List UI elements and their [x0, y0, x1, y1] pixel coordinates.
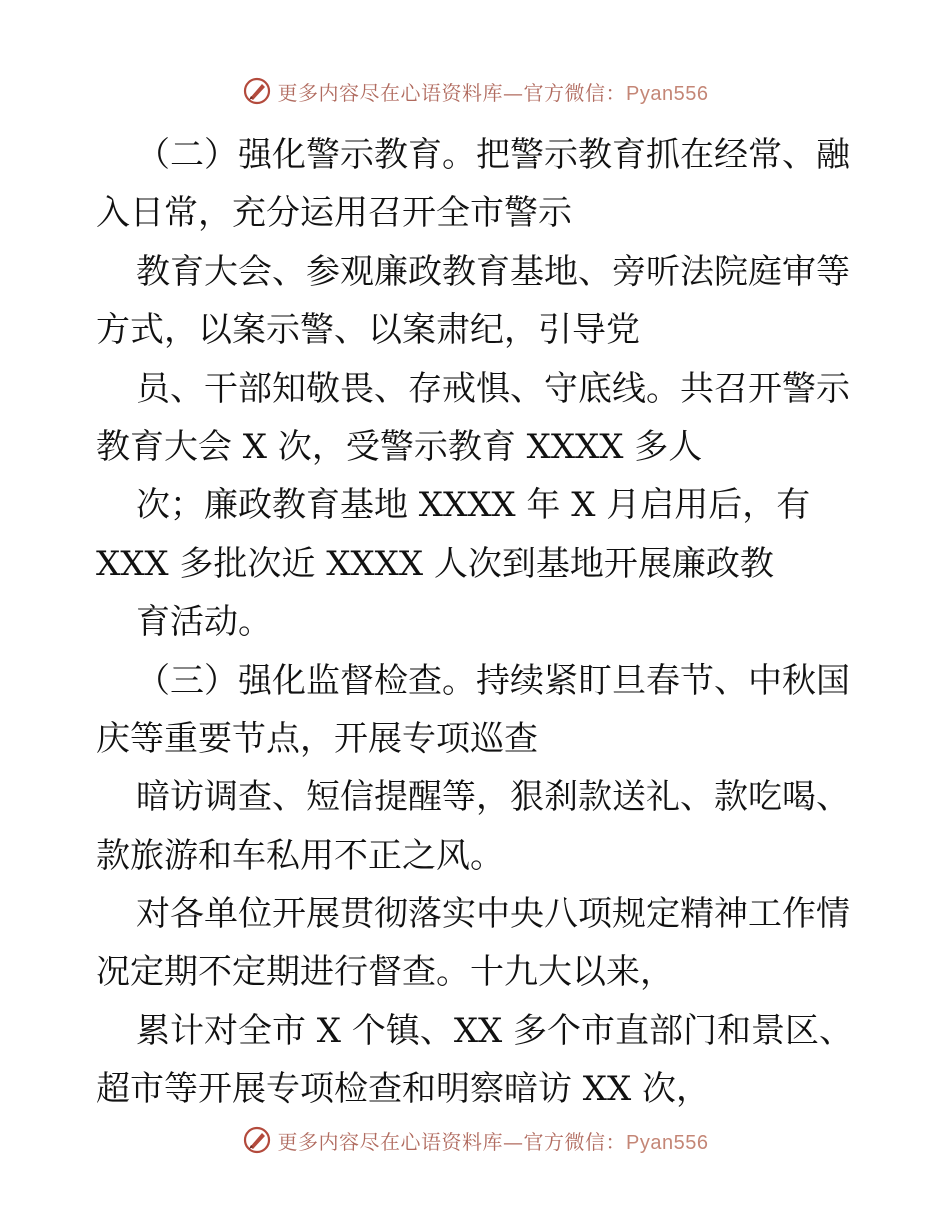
text-line: （二）强化警示教育。把警示教育抓在经常、融 — [136, 135, 850, 175]
header-brand: 更多内容尽在心语资料库 — [277, 80, 504, 105]
header-text — [278, 77, 709, 106]
text-line: 次；廉政教育基地 XXXX 年 X 月启用后，有 — [136, 485, 811, 526]
header-banner — [0, 74, 950, 108]
text-line: 入日常，充分运用召开全市警示 — [96, 193, 572, 234]
quill-pen-logo-icon — [242, 1125, 272, 1155]
text-line: 况定期不定期进行督查。十九大以来， — [96, 952, 674, 993]
text-line: 教育大会 X 次，受警示教育 XXXX 多人 — [96, 426, 703, 467]
text-line: 庆等重要节点，开展专项巡查 — [96, 718, 538, 759]
body-text — [96, 126, 856, 1119]
text-line: 款旅游和车私用不正之风。 — [96, 835, 504, 876]
text-line: 对各单位开展贯彻落实中央八项规定精神工作情 — [136, 894, 850, 935]
quill-pen-logo-icon — [242, 76, 272, 106]
header-dash: — — [503, 80, 524, 105]
footer-banner — [0, 1123, 950, 1157]
text-line: 超市等开展专项检查和明察暗访 XX 次， — [96, 1069, 711, 1110]
text-line: （三）强化监督检查。持续紧盯旦春节、中秋国 — [136, 660, 850, 701]
text-line: 育活动。 — [136, 602, 272, 643]
footer-dash: — — [503, 1129, 524, 1154]
text-line: 员、干部知敬畏、存戒惧、守底线。共召开警示 — [136, 368, 850, 409]
footer-text — [278, 1126, 709, 1155]
footer-wechat-id: Pyan556 — [626, 1131, 709, 1154]
text-line: 教育大会、参观廉政教育基地、旁听法院庭审等 — [136, 251, 850, 292]
text-line: 暗访调查、短信提醒等，狠刹款送礼、款吃喝、 — [136, 777, 850, 818]
footer-brand: 更多内容尽在心语资料库 — [277, 1129, 504, 1154]
header-wechat-id: Pyan556 — [626, 82, 709, 105]
text-line: XXX 多批次近 XXXX 人次到基地开展廉政教 — [96, 543, 774, 584]
header-wechat-label: 官方微信： — [523, 80, 627, 105]
text-line: 累计对全市 X 个镇、XX 多个市直部门和景区、 — [136, 1010, 854, 1051]
footer-wechat-label: 官方微信： — [523, 1129, 627, 1154]
text-line: 方式，以案示警、以案肃纪，引导党 — [96, 310, 640, 351]
